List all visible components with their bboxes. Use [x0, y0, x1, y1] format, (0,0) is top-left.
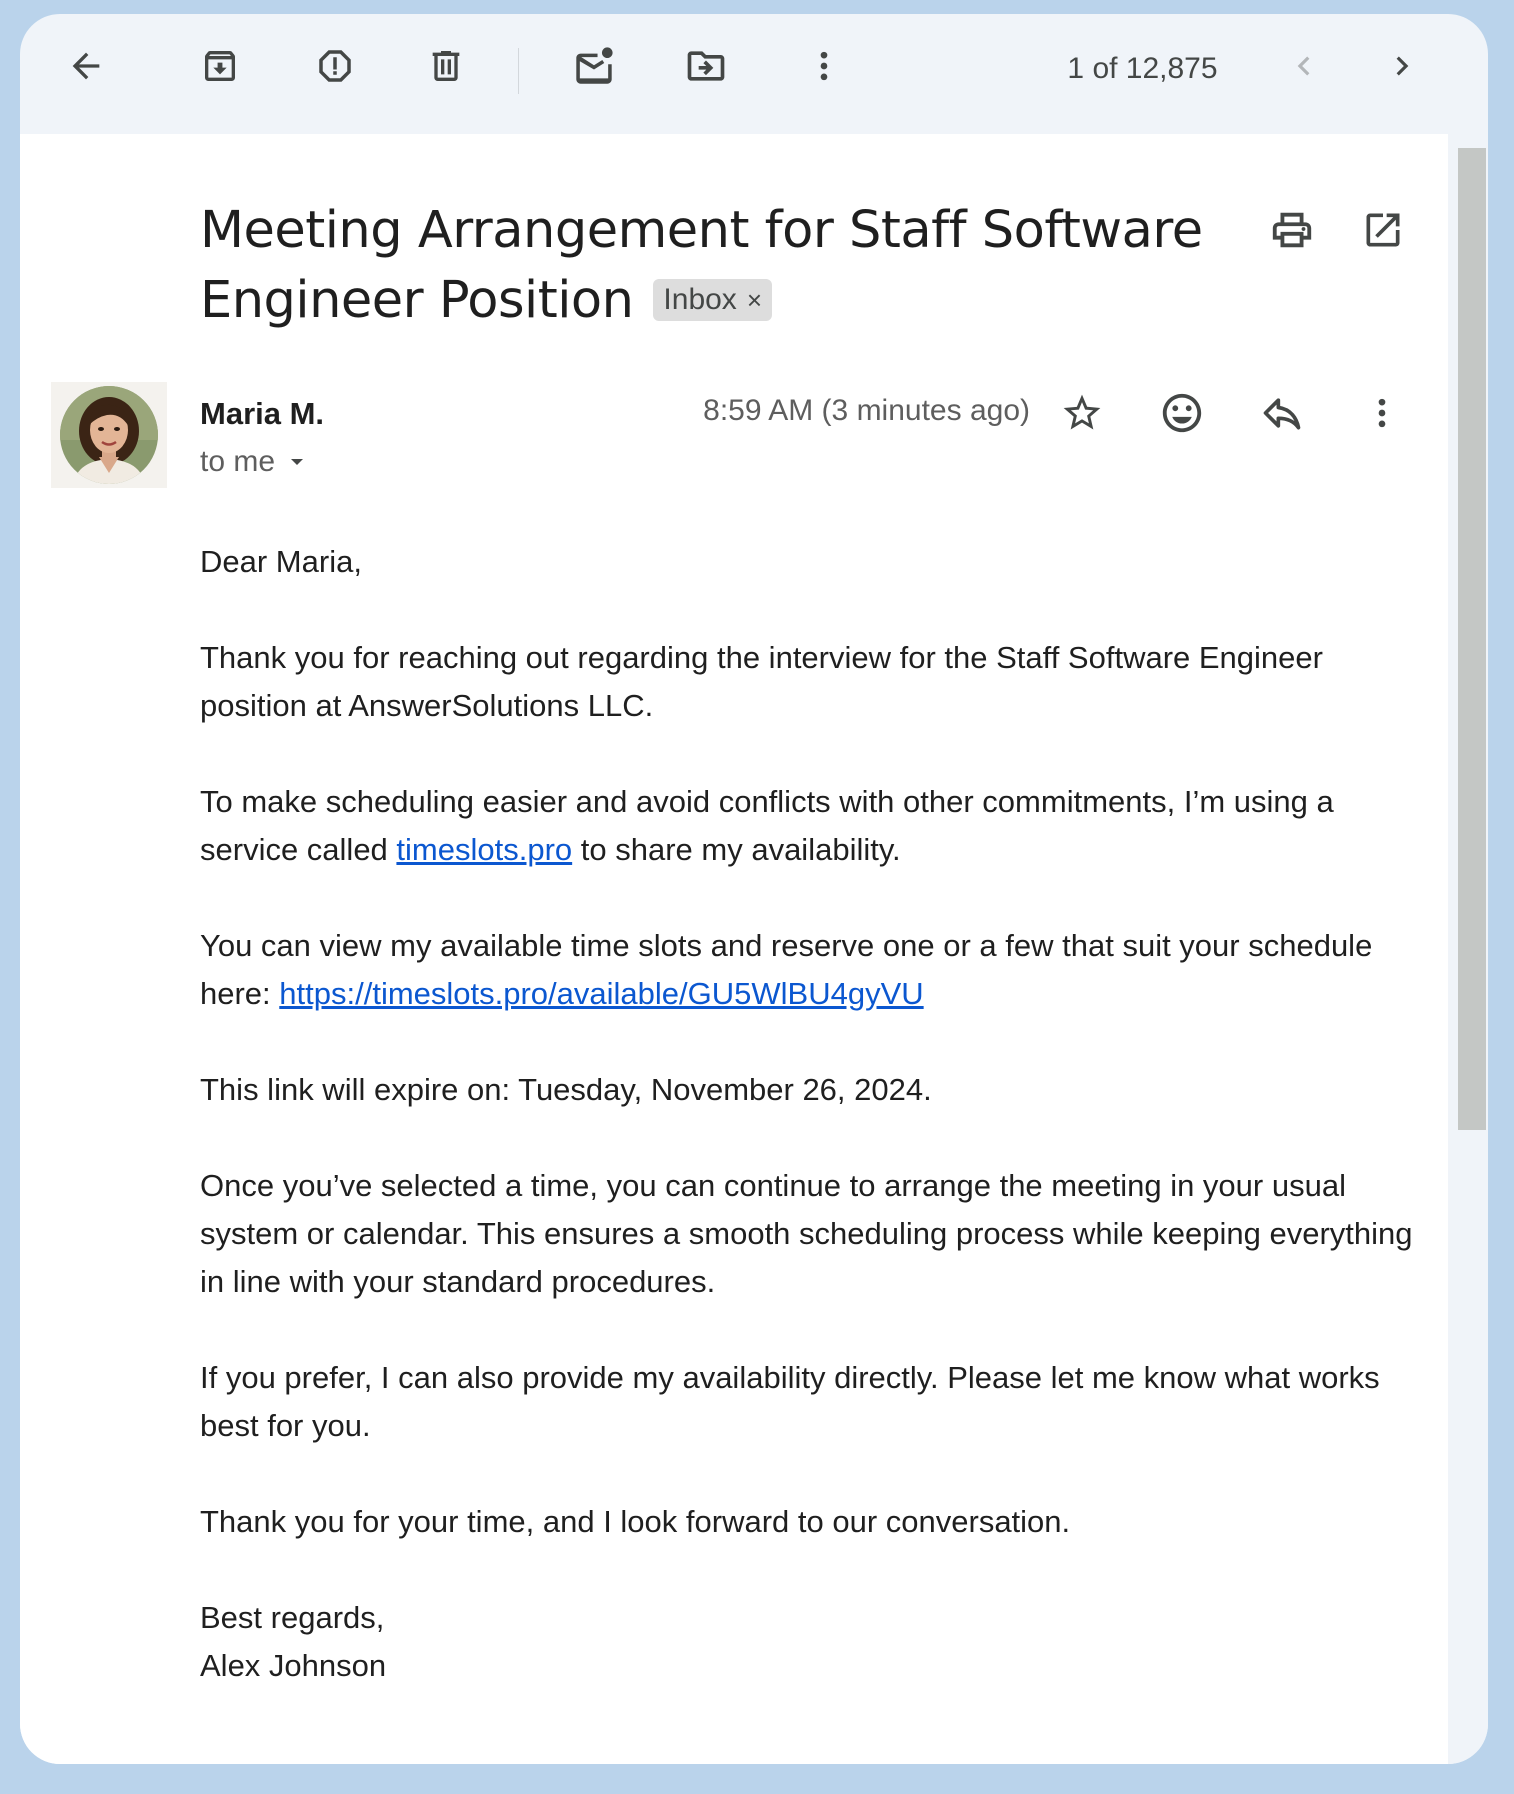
avatar-portrait-icon [59, 385, 159, 485]
delete-button[interactable] [422, 42, 470, 90]
toolbar-divider [518, 48, 519, 94]
back-arrow-icon [66, 46, 106, 86]
sender-name[interactable]: Maria M. [200, 396, 325, 431]
chevron-left-icon [1285, 47, 1323, 85]
remove-label-icon[interactable]: × [746, 285, 762, 315]
body-paragraph: Once you’ve selected a time, you can continue to arrange the meeting in your usual system or calendar. This ensures a smooth scheduling process while keeping everything in line with your standard procedures. [200, 1168, 1413, 1299]
scrollbar-thumb[interactable] [1458, 148, 1486, 1130]
more-options-button[interactable] [800, 42, 848, 90]
signature: Alex Johnson [200, 1648, 387, 1683]
older-button[interactable] [1378, 42, 1426, 90]
recipient-details-toggle[interactable] [200, 445, 309, 479]
reply-button[interactable] [1257, 388, 1307, 438]
more-vert-icon [1362, 393, 1402, 433]
email-window [20, 14, 1488, 1764]
mark-unread-button[interactable] [570, 42, 618, 90]
star-button[interactable] [1057, 388, 1107, 438]
chevron-right-icon [1383, 47, 1421, 85]
subject-text: Meeting Arrangement for Staff Software Engineer Position [200, 201, 1203, 330]
back-button[interactable] [62, 42, 110, 90]
reply-icon [1260, 391, 1304, 435]
move-to-button[interactable] [682, 42, 730, 90]
add-reaction-button[interactable] [1157, 388, 1207, 438]
star-outline-icon [1060, 391, 1104, 435]
emoji-icon [1159, 390, 1205, 436]
email-body [200, 538, 1430, 1690]
label-chip [653, 279, 772, 321]
body-text: To make scheduling easier and avoid conflicts with other commitments, I’m using a service called [200, 784, 1334, 867]
timeslots-link[interactable]: timeslots.pro [396, 832, 573, 867]
body-paragraph: This link will expire on: Tuesday, November 26, 2024. [200, 1072, 932, 1107]
open-in-new-icon [1361, 208, 1405, 252]
message-more-button[interactable] [1357, 388, 1407, 438]
body-paragraph: Thank you for reaching out regarding the interview for the Staff Software Engineer position at AnswerSolutions LLC. [200, 640, 1323, 723]
delete-icon [426, 46, 466, 86]
body-paragraph: Thank you for your time, and I look forward to our conversation. [200, 1504, 1071, 1539]
sender-avatar[interactable] [51, 382, 167, 488]
archive-icon [200, 46, 240, 86]
email-content [20, 134, 1448, 1764]
report-spam-button[interactable] [311, 42, 359, 90]
more-vert-icon [804, 46, 844, 86]
scrollbar[interactable] [1448, 134, 1488, 1764]
print-button[interactable] [1267, 205, 1317, 255]
message-counter: 1 of 12,875 [1067, 52, 1218, 85]
archive-button[interactable] [196, 42, 244, 90]
greeting: Dear Maria, [200, 544, 362, 579]
mark-unread-icon [571, 43, 617, 89]
newer-button[interactable] [1280, 42, 1328, 90]
caret-down-icon [285, 450, 309, 474]
body-paragraph: If you prefer, I can also provide my availability directly. Please let me know what works best for you. [200, 1360, 1380, 1443]
recipient-text: to me [200, 445, 276, 478]
email-toolbar [20, 14, 1488, 134]
body-paragraph [200, 778, 1430, 874]
print-icon [1269, 207, 1315, 253]
body-text: to share my availability. [572, 832, 901, 867]
email-timestamp: 8:59 AM (3 minutes ago) [703, 394, 1030, 427]
report-spam-icon [314, 45, 356, 87]
body-text: You can view my available time slots and reserve one or a few that suit your schedule here: [200, 928, 1373, 1011]
label-chip-text: Inbox [663, 283, 737, 316]
move-to-icon [684, 44, 728, 88]
body-paragraph [200, 922, 1430, 1018]
open-new-window-button[interactable] [1358, 205, 1408, 255]
availability-link[interactable]: https://timeslots.pro/available/GU5WlBU4gyVU [279, 976, 924, 1011]
closing: Best regards, [200, 1600, 385, 1635]
email-subject [200, 196, 1230, 336]
